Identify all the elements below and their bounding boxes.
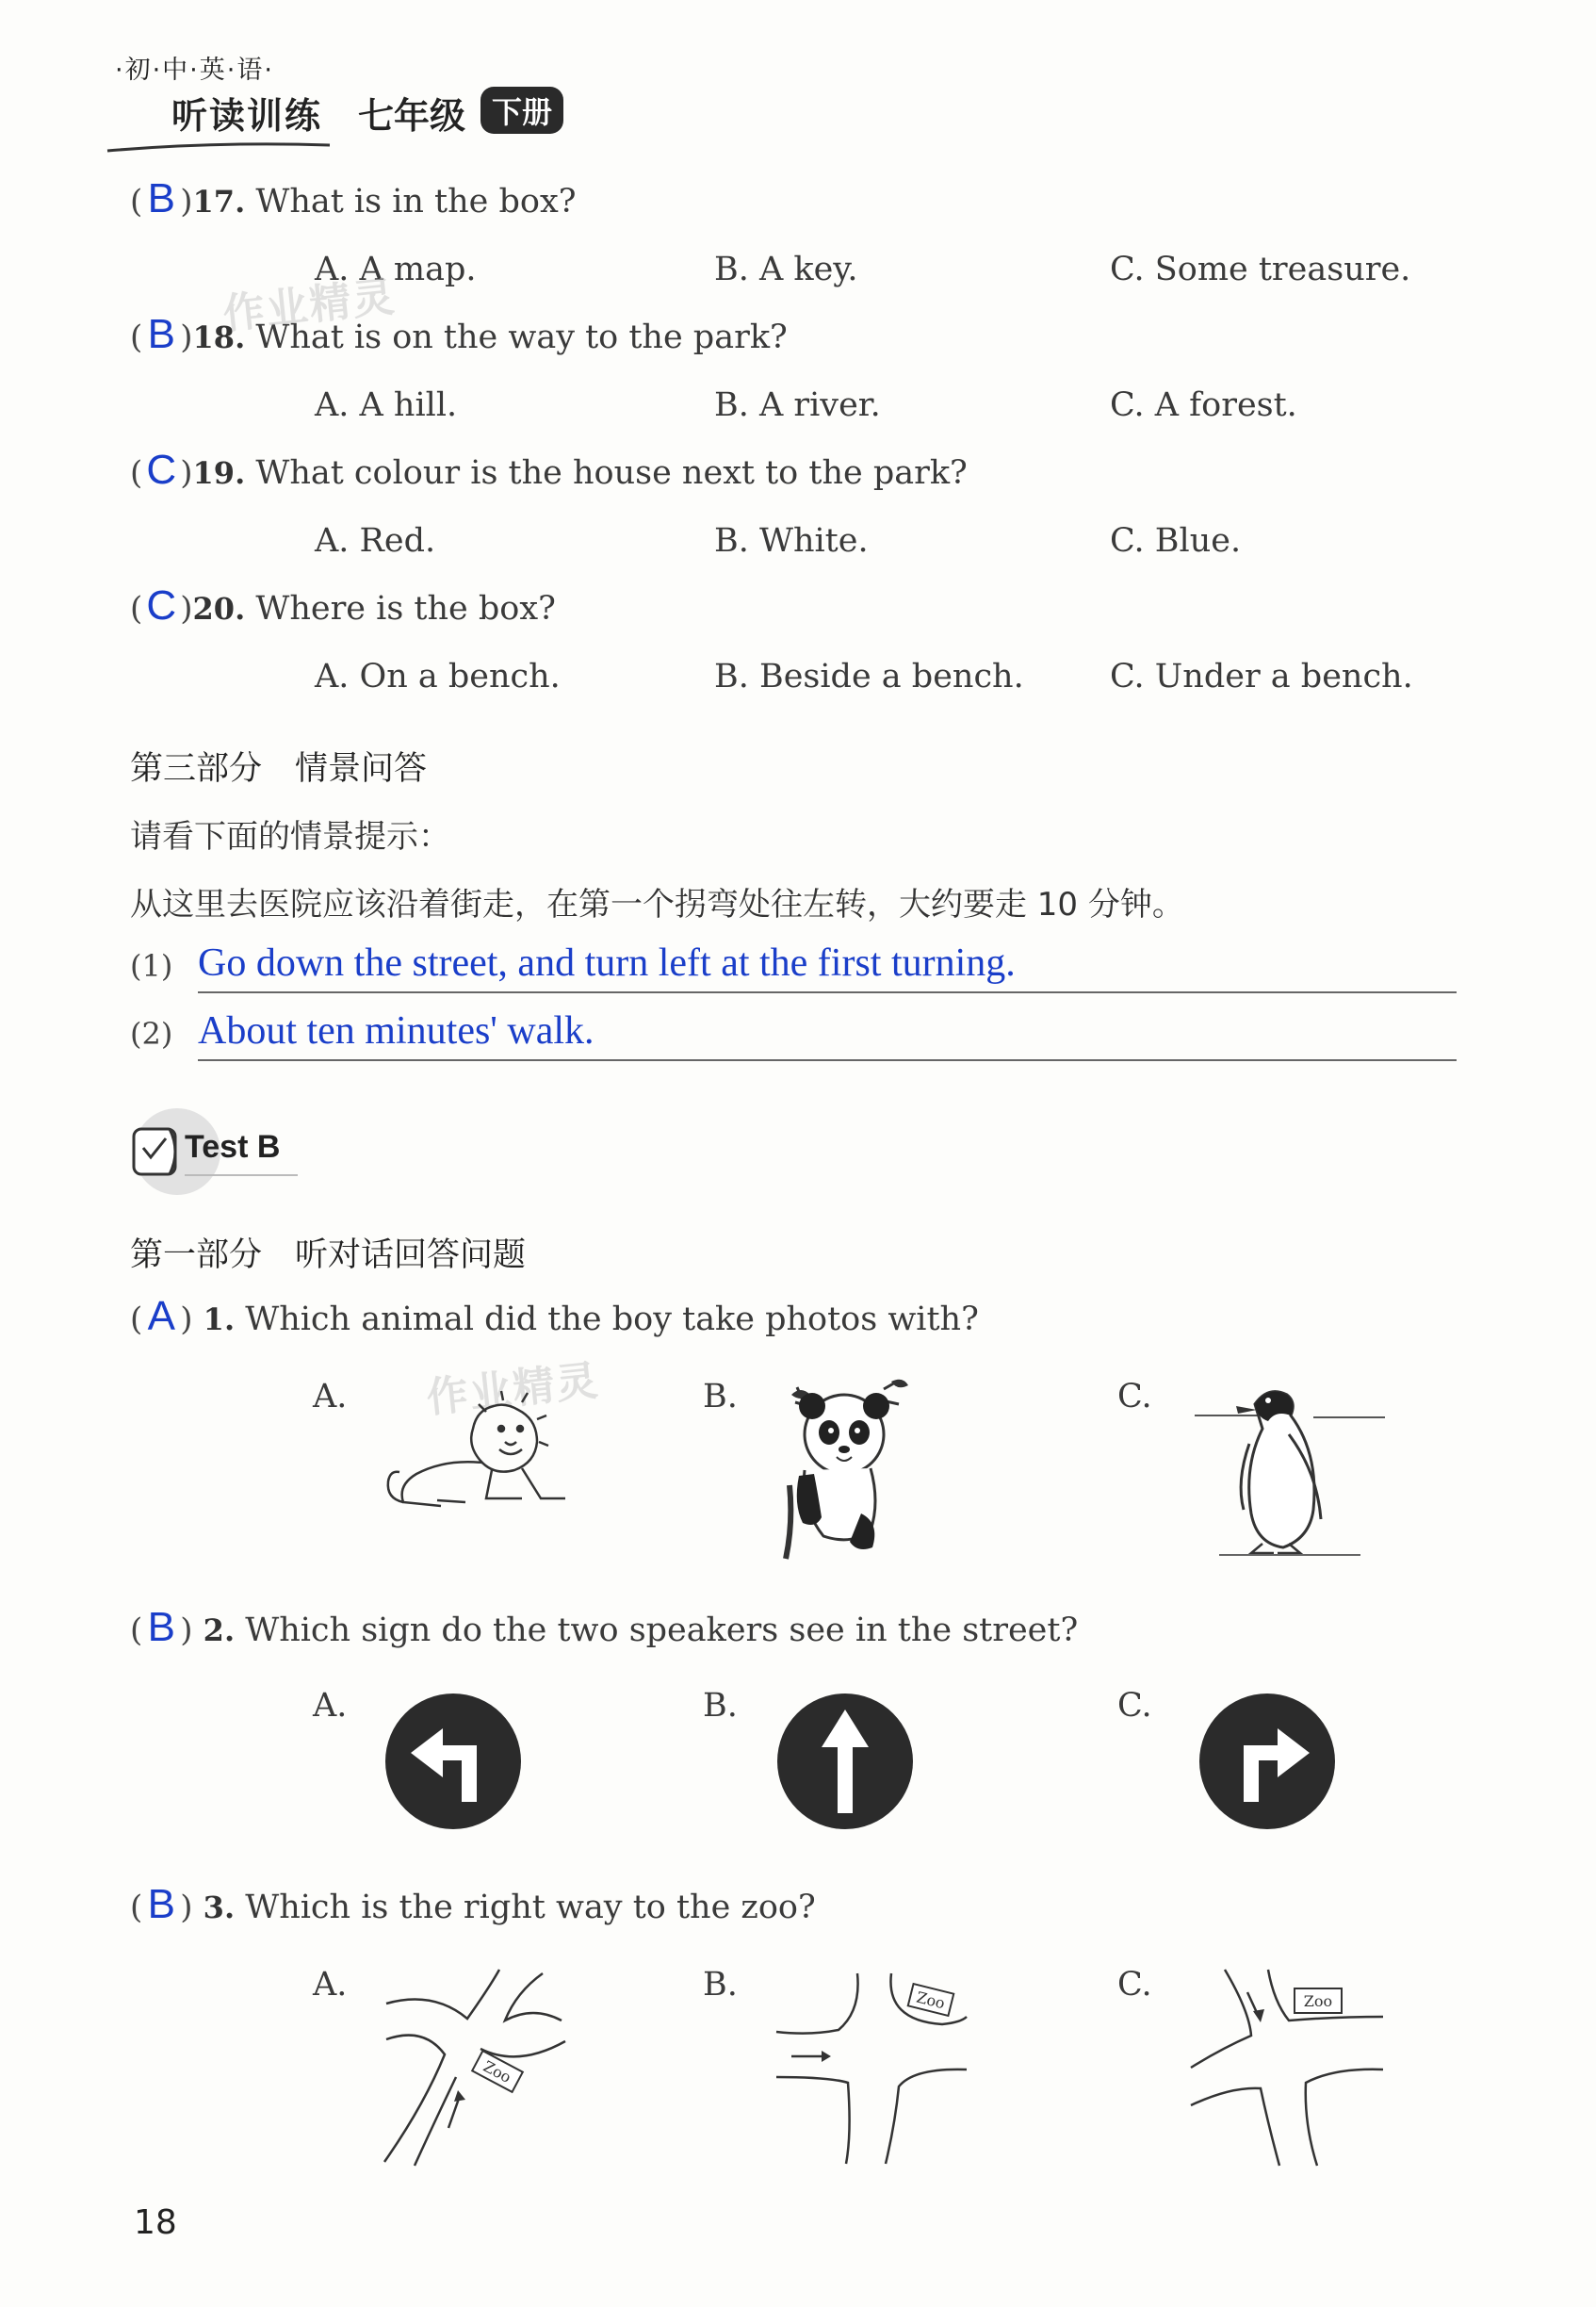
answer-18: B (147, 311, 175, 357)
testb-q3-option-c: C. (1117, 1966, 1152, 2004)
answer-1-label: (1) (130, 948, 173, 984)
question-20-text: Where is the box? (255, 590, 556, 628)
option-17b: B. A key. (714, 251, 858, 288)
answer-20: C (146, 582, 177, 629)
answer-1-text: Go down the street, and turn left at the first turning. (198, 941, 1016, 985)
option-20b: B. Beside a bench. (714, 658, 1024, 695)
map-a (377, 1964, 584, 2171)
question-17: ( B )17. What is in the box? (130, 175, 577, 221)
map-c (1183, 1964, 1391, 2171)
zoo-sign-c: Zoo (1303, 1992, 1333, 2010)
testb-question-2: ( B ) 2. Which sign do the two speakers see in the street? (130, 1604, 1079, 1650)
turn-left-sign-icon (383, 1691, 524, 1832)
part3-title: 第三部分 情景问答 (130, 750, 428, 788)
testb-question-2-text: Which sign do the two speakers see in the street? (245, 1612, 1079, 1649)
zoo-sign-a: Zoo (480, 2056, 514, 2086)
test-b-label: Test B (185, 1129, 281, 1165)
watermark: 作业精灵 (220, 272, 399, 339)
testb-answer-1: A (147, 1293, 175, 1339)
answer-17: B (147, 175, 175, 221)
testb-question-3-text: Which is the right way to the zoo? (245, 1889, 816, 1926)
answer-2-line (198, 1059, 1457, 1061)
option-19c: C. Blue. (1110, 522, 1242, 560)
question-18-text: What is on the way to the park? (255, 319, 788, 356)
lion-icon (381, 1387, 588, 1519)
testb-q1-option-c: C. (1117, 1378, 1152, 1415)
panda-icon (771, 1372, 921, 1561)
part3-prompt-intro: 请看下面的情景提示： (130, 818, 450, 856)
part3-prompt: 从这里去医院应该沿着街走，在第一个拐弯处往左转，大约要走 10 分钟。 (130, 886, 1184, 924)
question-20: (C )20. Where is the box? (130, 582, 556, 629)
testb-q1-option-b: B. (703, 1378, 738, 1415)
watermark-2: 作业精灵 (424, 1356, 602, 1423)
testb-question-1-text: Which animal did the boy take photos with? (245, 1301, 979, 1338)
option-18a: A. A hill. (315, 386, 458, 424)
option-17a: A. A map. (315, 251, 477, 288)
map-b (773, 1964, 980, 2171)
answer-2-label: (2) (130, 1016, 173, 1052)
testb-q3-option-a: A. (313, 1966, 348, 2004)
question-19: (C )19. What colour is the house next to the park? (130, 447, 968, 493)
series-label: ·初·中·英·语· (115, 56, 274, 85)
test-b-underline (185, 1174, 298, 1176)
option-20c: C. Under a bench. (1110, 658, 1413, 695)
testb-part1-title: 第一部分 听对话回答问题 (130, 1236, 527, 1274)
question-17-text: What is in the box? (255, 183, 577, 221)
testb-question-3: ( B ) 3. Which is the right way to the zoo? (130, 1881, 816, 1927)
testb-answer-3: B (147, 1881, 175, 1927)
grade-label: 七年级 (358, 95, 466, 137)
zoo-sign-b: Zoo (914, 1988, 947, 2013)
testb-q1-option-a: A. (313, 1378, 348, 1415)
option-18b: B. A river. (714, 386, 881, 424)
header-underline (106, 139, 332, 155)
option-17c: C. Some treasure. (1110, 251, 1411, 288)
testb-q3-option-b: B. (703, 1966, 738, 2004)
book-title: 听读训练 (171, 95, 323, 137)
penguin-icon (1191, 1378, 1389, 1563)
option-19b: B. White. (714, 522, 869, 560)
testb-q2-option-c: C. (1117, 1687, 1152, 1725)
go-straight-sign-icon (774, 1691, 916, 1832)
answer-2-text: About ten minutes' walk. (198, 1009, 594, 1053)
question-18: ( B )18. What is on the way to the park? (130, 311, 788, 357)
answer-19: C (146, 447, 177, 493)
turn-right-sign-icon (1197, 1691, 1338, 1832)
page-number: 18 (134, 2203, 177, 2242)
question-19-text: What colour is the house next to the park? (255, 454, 968, 492)
volume-badge: 下册 (480, 87, 563, 134)
testb-q2-option-a: A. (313, 1687, 348, 1725)
testb-question-1: ( A ) 1. Which animal did the boy take photos with? (130, 1293, 979, 1339)
option-19a: A. Red. (315, 522, 436, 560)
testb-answer-2: B (147, 1604, 175, 1650)
answer-1-line (198, 991, 1457, 993)
option-20a: A. On a bench. (315, 658, 561, 695)
option-18c: C. A forest. (1110, 386, 1297, 424)
testb-q2-option-b: B. (703, 1687, 738, 1725)
